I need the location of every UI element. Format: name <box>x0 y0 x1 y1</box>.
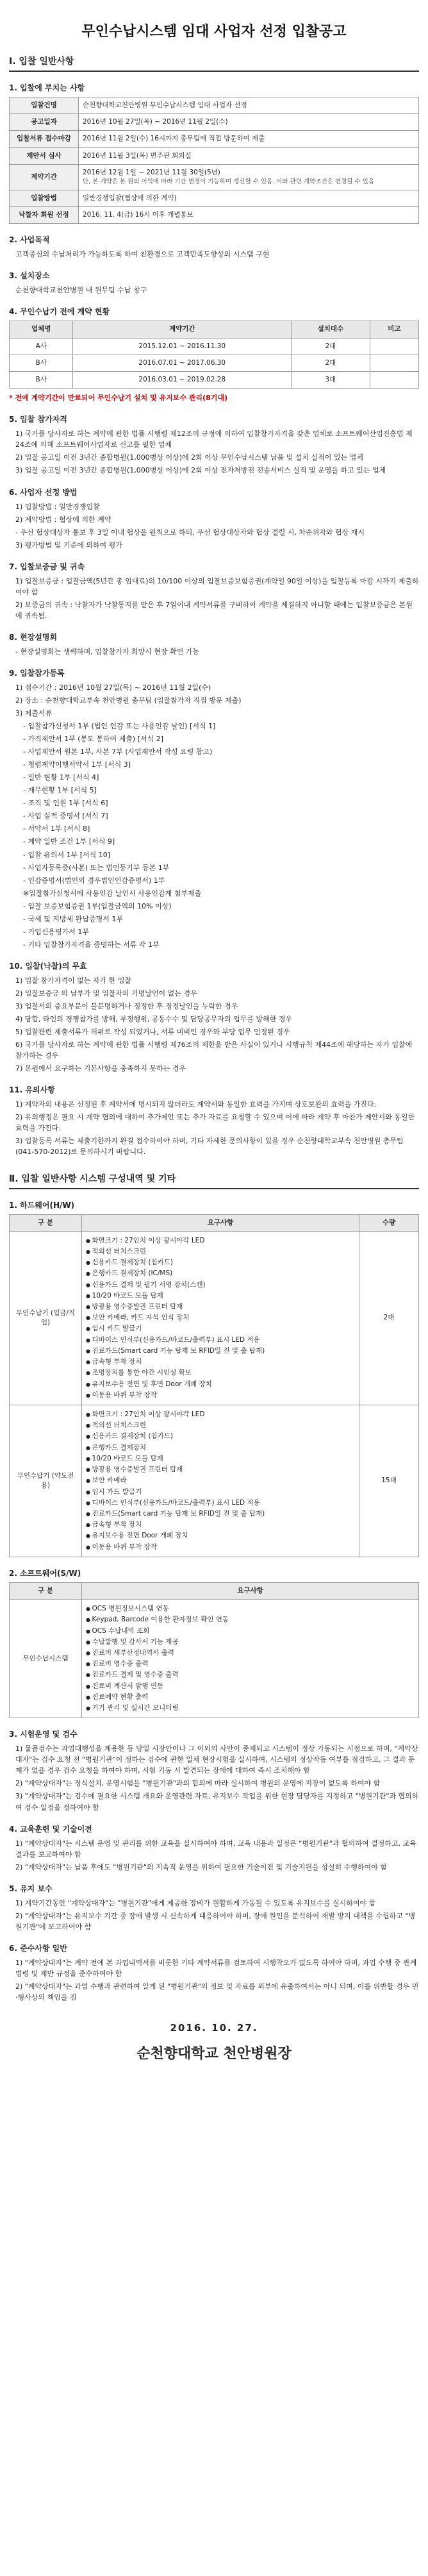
requirement-item: ● 화면크기 : 27인치 이상 광시야각 LED <box>86 1410 355 1419</box>
requirement-item: ● 은행카드 결제장치 (IC/MS) <box>86 1269 355 1278</box>
row-value <box>79 207 419 224</box>
table-cell <box>370 338 418 355</box>
requirement-item: ● 적외선 터치스크린 <box>86 1247 355 1257</box>
list-item: 2) 보증금의 귀속 : 낙찰자가 낙찰통지를 받은 후 7일이내 계약서류를 구비하여 계약을 체결하지 아니할 때에는 입찰보증금은 본원에 귀속됨. <box>15 600 413 620</box>
list-item: 2) 계약방법 : 협상에 의한 계약 <box>15 515 111 524</box>
table-row <box>10 338 419 355</box>
requirement-item: ● 적외선 터치스크린 <box>86 1421 355 1430</box>
list-item: - 일반 현황 1부 [서식 4] <box>23 773 99 782</box>
list-item: 2) 입찰 공고일 이전 3년간 종합병원(1,000병상 이상)에 2회 이상 무인수납시스템 납품 및 설치 실적이 있는 업체 <box>15 453 363 462</box>
table-row <box>10 1405 419 1557</box>
s2-text: 고객중심의 수납처리가 가능하도록 하여 친환경으로 고객만족도향상의 시스템 구현 <box>15 250 270 259</box>
s8-heading: 8. 현장설명회 <box>9 632 58 642</box>
requirement-item: ● 진료예약 현황 출력 <box>86 1693 415 1702</box>
requirement-item: ● 은행카드 결제장치 <box>86 1443 355 1453</box>
list-item: 7) 본원에서 요구하는 기본사항을 충족하지 못하는 경우 <box>15 1064 186 1073</box>
row-label: 공고일자 <box>10 114 79 131</box>
requirement-item: ● OCS 병원정보시스템 연동 <box>86 1604 415 1614</box>
table-cell: A사 <box>10 338 73 355</box>
table-cell: 2대 <box>292 355 370 371</box>
table-row <box>10 207 419 224</box>
column-header: 요구사항 <box>82 1582 419 1599</box>
row-label: 입찰방법 <box>10 190 79 206</box>
column-header: 설치대수 <box>292 321 370 338</box>
row-value <box>79 114 419 131</box>
requirement-item: ● 진료비 세부산정내역서 출력 <box>86 1648 415 1658</box>
p2s6-heading: 6. 준수사항 일반 <box>9 1943 67 1953</box>
list-item: 1) 계약기간동안 "계약상대자"는 "병원기관"에게 제공한 장비가 원활하게 가동될 수 있도록 유지보수를 실시하여야 함 <box>15 1898 376 1907</box>
column-header: 구 분 <box>10 1582 82 1599</box>
page-title: 무인수납시스템 임대 사업자 선정 입찰공고 <box>81 24 347 40</box>
column-header: 수량 <box>359 1214 419 1231</box>
table-cell: 2016.07.01 ~ 2017.06.30 <box>73 355 292 371</box>
list-item: - 입찰 보증보험증권 1부(입찰금액의 10% 이상) <box>23 901 172 910</box>
p2s4-heading: 4. 교육훈련 및 기술이전 <box>9 1824 92 1834</box>
requirement-item: ● OCS 수납내역 조회 <box>86 1627 415 1636</box>
list-item: - 기업신용평가서 1부 <box>23 927 89 936</box>
requirement-item: ● 신용카드 결제장치 (칩카드) <box>86 1432 355 1441</box>
contract-note: * 전에 계약기간이 만료되어 무인수납기 설치 및 유지보수 관리(8기대) <box>9 394 227 403</box>
requirement-item: ● 방광용 영수증발권 프린터 탑재 <box>86 1302 355 1312</box>
table-row <box>10 190 419 206</box>
requirement-list <box>86 1236 355 1400</box>
hw-quantity: 15대 <box>359 1405 419 1557</box>
list-item: 2) 장소 : 순천향대학교부속 천안병원 총무팀 (입찰참가자 직접 방문 제출) <box>15 696 242 705</box>
hw-requirements <box>82 1405 359 1557</box>
p2s4-list <box>9 1838 419 1873</box>
s7-list <box>9 576 419 621</box>
list-item: 1) 입찰 참가자격이 없는 자가 한 입찰 <box>15 976 132 985</box>
table-cell: 2016.03.01 ~ 2019.02.28 <box>73 372 292 389</box>
table-cell: 3대 <box>292 372 370 389</box>
row-label: 제안서 심사 <box>10 147 79 164</box>
table-header-row <box>10 1214 419 1231</box>
requirement-item: ● 진료비 영수증 출력 <box>86 1659 415 1669</box>
row-value <box>79 164 419 190</box>
s9-docs-list <box>9 721 419 950</box>
s10-list <box>9 975 419 1074</box>
issuing-organization: 순천향대학교 천안병원장 <box>136 2046 292 2062</box>
row-value <box>79 190 419 206</box>
list-item: 1) 입찰방법 : 일반경쟁입찰 <box>15 502 100 511</box>
column-header: 비고 <box>370 321 418 338</box>
list-item: - 입찰 유의서 1부 [서식 10] <box>23 850 111 859</box>
requirement-item: ● 신용카드 결제 및 필기 서명 장치(스캔) <box>86 1280 355 1290</box>
table-header-row <box>10 321 419 338</box>
list-item: 2) "계약상대자"는 과업 수행과 관련하여 알게 된 "병원기관"의 정보 및 자료를 외부에 유출하여서는 아니 되며, 이를 위반할 경우 민·형사상의 책임을 짐 <box>15 1982 419 2002</box>
sw-category: 무인수납시스템 <box>10 1600 82 1718</box>
list-item: - 사업자등록증(사본) 또는 법인등기부 등본 1부 <box>23 863 170 872</box>
requirement-item: ● 신용카드 결제장치 (칩카드) <box>86 1258 355 1267</box>
row-value-text: 2016년 11월 2일(수) 16시까지 총무팀에 직접 방문하여 제출 <box>83 135 265 143</box>
requirement-item: ● 진료비 계산서 발행 연동 <box>86 1682 415 1691</box>
column-header: 업체명 <box>10 321 73 338</box>
table-row <box>10 372 419 389</box>
requirement-item: ● 기기 관리 및 실시간 모니터링 <box>86 1703 415 1713</box>
s10-heading: 10. 입찰(낙찰)의 무효 <box>9 961 87 971</box>
bid-info-table <box>9 97 419 224</box>
column-header: 계약기간 <box>73 321 292 338</box>
list-item: 1) 접수기간 : 2016년 10월 27일(목) ~ 2016년 11월 2일(수) <box>15 683 211 692</box>
list-item: 1) 물품검수는 과업대행성을 계용한 등 당일 시장안이나 그 이외의 사안이 종제되고 시스템이 정상 가동되는 시점으로 하며, "계약상대자"는 검수 요청 전 "병원기관"이 정하는 검수에 관한 일체 현장시험을 실시하여, 시스템의 정상작동 여부를 점검하고, 그 결과 문제가 없을 경우 검수 요청을 하여야 하며, 시험 기동 시 발견되는 장애에 대하여 즉시 조치해야 함 <box>15 1744 418 1775</box>
s9-list <box>9 682 419 719</box>
s3-text: 순천향대학교천안병원 내 원무팀 수납 창구 <box>15 286 147 295</box>
table-row <box>10 164 419 190</box>
requirement-item: ● Keypad, Barcode 이용한 환자정보 확인 연동 <box>86 1615 415 1625</box>
list-item: - 입찰참가신청서 1부 (법인 인감 또는 사용인감 날인) [서식 1] <box>23 722 216 731</box>
requirement-item: ● 조명장치를 통한 야간 시인성 확보 <box>86 1368 355 1378</box>
list-item: - 현장설명회는 생략하며, 입찰참가자 희망시 현장 확인 가능 <box>15 647 199 656</box>
row-label: 낙찰자 회원 선정 <box>10 207 79 224</box>
sw-heading: 2. 소프트웨어(S/W) <box>9 1568 81 1578</box>
table-cell <box>370 355 418 371</box>
list-item: 6) 국가를 당사자로 하는 계약에 관한 법률 시행령 제76조의 제한을 받은 사실이 있거나 시행규칙 제44조에 해당하는 자가 입찰에 참가하는 경우 <box>15 1041 413 1060</box>
p2s5-list <box>9 1898 419 1932</box>
s11-heading: 11. 유의사항 <box>9 1085 55 1095</box>
requirement-item: ● 디바이스 인식부(신용카드/바코드/출력부) 표시 LED 적용 <box>86 1335 355 1345</box>
hw-heading: 1. 하드웨어(H/W) <box>9 1200 75 1210</box>
table-row <box>10 1231 419 1405</box>
list-item: 4) 담합, 타인의 경쟁참가를 방해, 부정행위, 공동수수 및 담당공무자의 업무를 방해한 경우 <box>15 1015 293 1024</box>
list-item: - 사업제안서 원본 1부, 사본 7부 (사업제안서 작성 요령 참고) <box>23 748 213 757</box>
column-header: 요구사항 <box>82 1214 359 1231</box>
hw-requirements <box>82 1231 359 1405</box>
list-item: 2) "계약상대자"는 정식설치, 운영시험을 "병원기관"과의 합의에 따라 실시하여 병원의 운영에 지장이 없도록 하여야 함 <box>15 1779 381 1788</box>
requirement-item: ● 유지보수용 전면 및 후면 Door 개폐 장치 <box>86 1380 355 1389</box>
hw-category: 무인수납기 (입금/직업) <box>10 1231 82 1405</box>
list-item: - 사업 실적 증명서 [서식 7] <box>23 812 108 821</box>
requirement-item: ● 금속형 부착 장치 <box>86 1520 355 1530</box>
requirement-item: ● 수납발행 및 감사서 기능 제공 <box>86 1637 415 1647</box>
requirement-item: ● 임시 카드 발급기 <box>86 1487 355 1497</box>
requirement-item: ● 방광용 영수증발권 프린터 탑재 <box>86 1465 355 1475</box>
list-item: 2) "계약상대자"는 유지보수 기간 중 장애 발생 시 신속하게 대응하여야 하며, 장애 원인을 분석하여 재발 방지 대책을 수립하고 "병원기관"에 보고하여야 함 <box>15 1911 416 1931</box>
list-item: 1) "계약상대자"는 계약 전에 본 과업내역서를 비롯한 기타 계약서류를 검토하여 시행착오가 없도록 하여야 하며, 과업 수행 중 관계 법령 및 제반 규정을 준수하여야 함 <box>15 1958 417 1978</box>
table-cell: B사 <box>10 355 73 371</box>
table-cell <box>370 372 418 389</box>
p2s3-heading: 3. 시험운영 및 검수 <box>9 1730 78 1739</box>
s2-heading: 2. 사업목적 <box>9 235 50 245</box>
s9-heading: 9. 입찰참가등록 <box>9 668 65 678</box>
table-cell: 2015.12.01 ~ 2016.11.30 <box>73 338 292 355</box>
row-value-note: 단, 본 계약은 본 원의 이익에 따라 기간 변경이 가능하며 갱신할 수 있음. 이와 관련 계약조건은 변경될 수 있음 <box>83 178 375 186</box>
requirement-list <box>86 1410 355 1552</box>
p2s3-list <box>9 1743 419 1812</box>
p2s5-heading: 5. 유지 보수 <box>9 1884 53 1893</box>
row-label: 입찰서류 접수마감 <box>10 131 79 147</box>
s6-list <box>9 501 419 551</box>
s3-heading: 3. 설치장소 <box>9 271 50 281</box>
list-item: 3) 입찰 공고일 이전 3년간 종합병원(1,000병상 이상)에 2회 이상 전자처방전 전송서비스 실적 및 운영을 하고 있는 업체 <box>15 466 386 475</box>
part1-heading: Ⅰ. 입찰 일반사항 <box>9 54 419 72</box>
notice-date: 2016. 10. 27. <box>170 2022 258 2034</box>
list-item: 2) "계약상대자"는 납품 후에도 "병원기관"의 지속적 운영을 위하여 필요한 기술이전 및 기술지원을 성실히 수행하여야 함 <box>15 1862 387 1871</box>
table-cell: 2대 <box>292 338 370 355</box>
table-row <box>10 131 419 147</box>
list-item: 1) 국가를 당사자로 하는 계약에 관한 법률 시행령 제12조의 규정에 의하여 입찰참가자격을 갖춘 업체로 소프트웨어산업진흥법 제24조에 의해 소프트웨어사업자로 신고를 필한 업체 <box>15 430 413 449</box>
list-item: - 서약서 1부 [서식 8] <box>23 824 90 833</box>
sw-requirements <box>82 1600 419 1718</box>
list-item: 2) 입찰보증금 의 납부가 및 입찰자의 기명날인이 없는 경우 <box>15 989 197 998</box>
list-item: - 가격제안서 1부 (봉도 봉하여 제출) [서식 2] <box>23 735 163 744</box>
list-item: 1) "계약상대자"는 시스템 운영 및 관리를 위한 교육을 실시하여야 하며, 교육 내용과 일정은 "병원기관"과 협의하여 결정하고, 교육 결과를 보고하여야 함 <box>15 1839 416 1859</box>
s7-heading: 7. 입찰보증금 및 귀속 <box>9 562 85 571</box>
list-item: - 국세 및 지방세 완납증명서 1부 <box>23 914 123 923</box>
s1-heading: 1. 입찰에 부치는 사항 <box>9 83 85 92</box>
row-label: 입찰건명 <box>10 97 79 114</box>
requirement-item: ● 디바이스 인식부(신용카드/바코드/출력부) 표시 LED 적용 <box>86 1498 355 1508</box>
table-header-row <box>10 1582 419 1599</box>
table-row <box>10 355 419 371</box>
list-item: 3) "계약상대자"는 검수에 필요한 시스템 개요와 운영관련 자료, 유지보수 작업을 위한 현장 담당자를 지정하고 "병원기관"과 협의하여 검수 일정을 정하여야 함 <box>15 1792 419 1812</box>
row-value-text: 순천향대학교천안병원 무인수납시스템 임대 사업자 선정 <box>83 101 247 109</box>
list-item: - 조직 및 인원 1부 [서식 6] <box>23 799 108 808</box>
notice-document <box>9 0 419 2082</box>
list-item: 2) 유의행정은 필요 시 계약 협의에 대하여 추가제안 또는 추가 자료를 요청할 수 있으며 이에 따라 계약 후 마찬가 제안서와 동일한 효력을 가진다. <box>15 1113 415 1133</box>
row-value <box>79 97 419 114</box>
requirement-item: ● 금속형 부착 장치 <box>86 1357 355 1367</box>
contract-status-table <box>9 321 419 389</box>
requirement-item: ● 보안 카메라 <box>86 1476 355 1485</box>
row-value-text: 일반경쟁입찰(협상에 의한 계약) <box>83 194 177 202</box>
column-header: 구 분 <box>10 1214 82 1231</box>
requirement-item: ● 화면크기 : 27인치 이상 광시야각 LED <box>86 1236 355 1246</box>
table-row <box>10 1600 419 1718</box>
list-item: - 기타 입찰참가자격을 증명하는 서류 각 1부 <box>23 940 160 949</box>
s6-heading: 6. 사업자 선정 방법 <box>9 487 78 497</box>
list-item: 3) 평가방법 및 기준에 의하여 평가 <box>15 540 122 549</box>
requirement-item: ● 진료카드(Smart card 기능 탑재 보 RFID일 진 및 출 탑재) <box>86 1509 355 1519</box>
list-item: 3) 입찰등록 서류는 제출기한까지 완결 접수하여야 하며, 기타 자세한 문의사항이 있을 경우 순천향대학교부속 천안병원 총무팀 (041-570-2012)로 문의하시기 바랍니다. <box>15 1137 404 1157</box>
s5-list <box>9 428 419 476</box>
requirement-list <box>86 1604 415 1713</box>
requirement-item: ● 유지보수용 전면 Door 개폐 장치 <box>86 1531 355 1541</box>
requirement-item: ● 10/20 바코드 모듈 탑재 <box>86 1291 355 1301</box>
row-value-text: 2016. 11. 4(금) 16시 이후 개별통보 <box>83 211 193 219</box>
s5-heading: 5. 입찰 참가자격 <box>9 415 67 424</box>
part2-heading: Ⅱ. 입찰 일반사항 시스템 구성내역 및 기타 <box>9 1172 419 1189</box>
row-value <box>79 147 419 164</box>
requirement-item: ● 이동용 바퀴 부착 장착 <box>86 1391 355 1400</box>
requirement-item: ● 진료카드 결제 및 영수증 출력 <box>86 1670 415 1680</box>
list-item: ※입찰참가신청서에 사용인감 날인시 사용인감계 첨부제출 <box>23 889 202 898</box>
list-item: 1) 입찰보증금 : 입찰금액(5년간 총 임대료)의 10/100 이상의 입찰보증보험증권(계약일 90일 이상)을 입찰등록 마감 시까지 제출하여야 함 <box>15 576 419 596</box>
requirement-item: ● 진료카드(Smart card 기능 탑재 보 RFID일 진 및 출 탑재) <box>86 1346 355 1356</box>
row-label: 계약기간 <box>10 164 79 190</box>
list-item: - 계약 일반 조건 1부 [서식 9] <box>23 837 115 846</box>
p2s6-list <box>9 1957 419 2003</box>
s8-list <box>9 646 419 657</box>
row-value-text: 2016년 11월 3일(목) 면주관 회의실 <box>83 151 192 160</box>
software-table <box>9 1582 419 1718</box>
list-item: - 청렴계약이행서약서 1부 [서식 3] <box>23 760 131 769</box>
requirement-item: ● 임시 카드 발급기 <box>86 1324 355 1334</box>
table-cell: B사 <box>10 372 73 389</box>
s11-list <box>9 1099 419 1157</box>
hardware-table <box>9 1214 419 1557</box>
row-value <box>79 131 419 147</box>
row-value-text: 2016년 10월 27일(목) ~ 2016년 11월 2일(수) <box>83 118 228 126</box>
list-item: 3) 입찰서의 중요부분이 불분명하거나 정정한 후 정정날인을 누락한 경우 <box>15 1002 238 1010</box>
table-row <box>10 114 419 131</box>
list-item: - 우선 협상대상자 통보 후 3일 이내 협상을 원칙으로 하되, 우선 협상대상자와 협상 결렬 시, 차순위자와 협상 재시 <box>15 528 365 537</box>
requirement-item: ● 10/20 바코드 모듈 탑재 <box>86 1454 355 1464</box>
table-row <box>10 97 419 114</box>
s4-heading: 4. 무인수납기 전에 계약 현황 <box>9 307 110 317</box>
hw-category: 무인수납기 (약도전용) <box>10 1405 82 1557</box>
requirement-item: ● 이동용 바퀴 부착 장착 <box>86 1543 355 1552</box>
requirement-item: ● 보안 카메라, 카드 자석 인식 장치 <box>86 1313 355 1323</box>
table-row <box>10 147 419 164</box>
list-item: - 재무현황 1부 [서식 5] <box>23 786 97 795</box>
hw-quantity: 2대 <box>359 1231 419 1405</box>
list-item: 1) 계약자의 내용은 선정된 후 계약서에 명시되지 않더라도 계약서와 동일한 효력을 가지며 상호보완의 효력을 가진다. <box>15 1100 377 1109</box>
row-value-text: 2016년 12월 1일 ~ 2021년 11월 30일(5년) <box>83 168 220 176</box>
list-item: 5) 입찰관련 제출서류가 허위로 작성 되었거나, 서류 미비인 경우와 부당 업무 인정된 경우 <box>15 1028 290 1037</box>
list-item: 3) 제출서류 <box>15 709 53 718</box>
list-item: - 인감증명서(법인의 경우법인인감증명서) 1부 <box>23 876 165 885</box>
